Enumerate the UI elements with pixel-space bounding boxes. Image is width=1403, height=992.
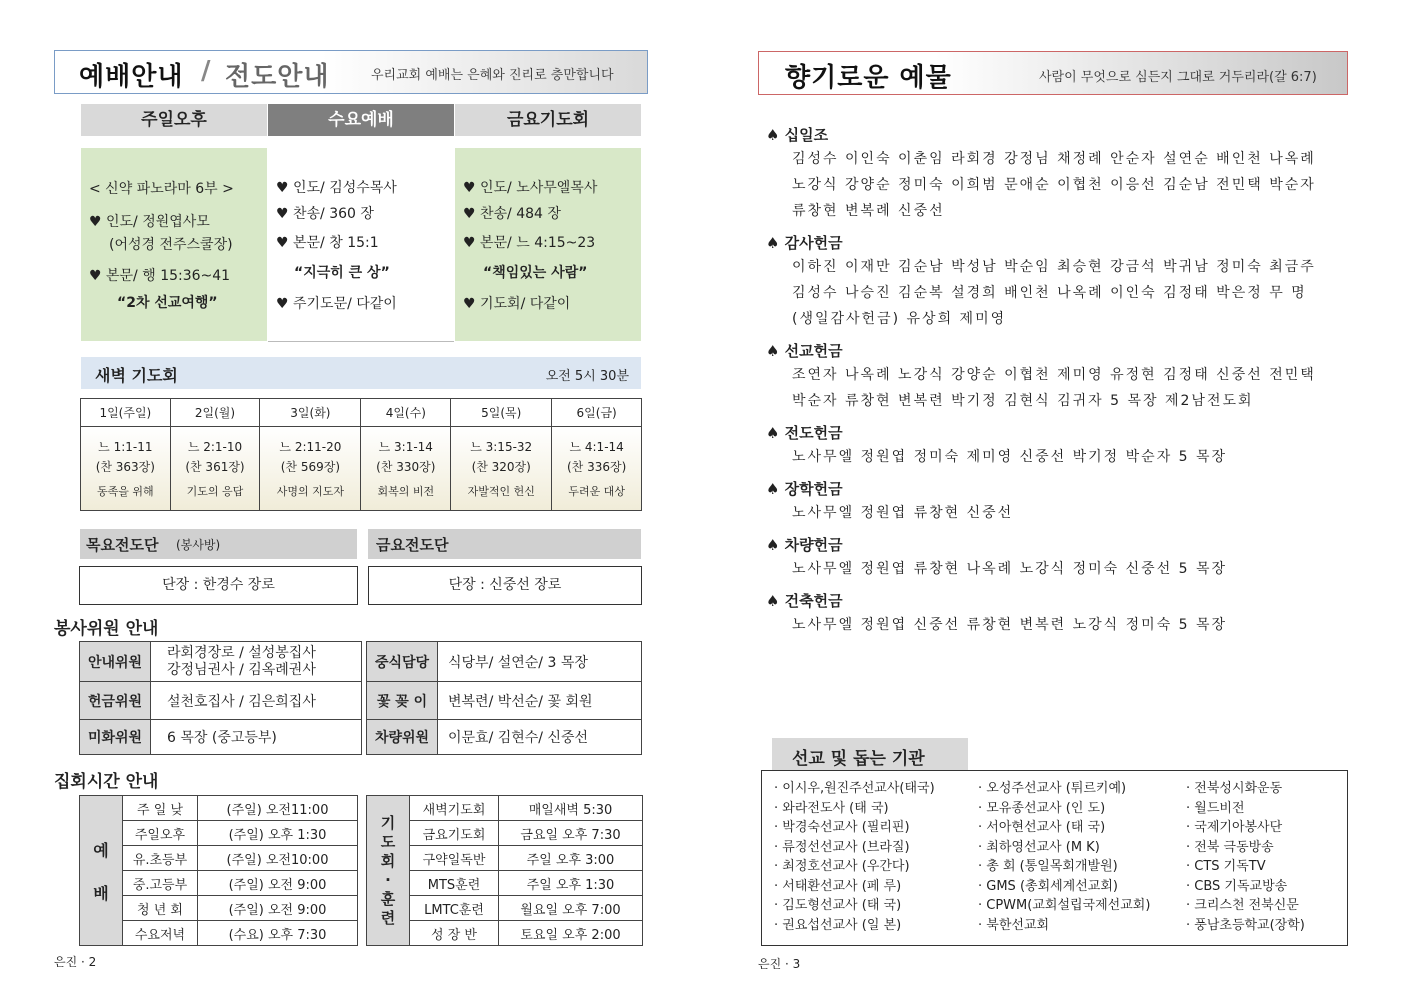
dawn-day: 6일(금) <box>552 399 642 427</box>
dawn-cell <box>552 427 642 511</box>
dawn-topic: 회복의 비전 <box>377 485 435 498</box>
prayer-time: 토요일 오후 2:00 <box>499 921 643 946</box>
service-label: 꽃 꽂 이 <box>367 682 438 720</box>
offering-block <box>766 232 1346 332</box>
missions-col-1 <box>774 779 935 935</box>
service-label: 차량위원 <box>367 720 438 755</box>
tab-friday-prayer[interactable]: 금요기도회 <box>455 104 641 136</box>
thursday-team-sub: (봉사방) <box>176 538 221 552</box>
mission-item: · 최하영선교사 (M K) <box>978 839 1100 855</box>
worship-side-char: 배 <box>93 883 109 903</box>
mission-item: · 최정호선교사 (우간다) <box>774 859 910 874</box>
offering-names: 김성수 이인숙 이춘임 라회경 강정님 채정례 안순자 설연순 배인천 나옥례 <box>792 151 1316 167</box>
service-value-line: 라회경장로 / 설성봉집사 <box>167 644 316 661</box>
wednesday-column <box>268 148 454 342</box>
service-label: 헌금위원 <box>80 682 151 720</box>
left-title-sep: / <box>201 56 212 86</box>
wed-prayer: ♥ 주기도문/ 다같이 <box>276 296 397 312</box>
prayer-name: 구약일독반 <box>410 846 499 871</box>
prayer-time: 매일새벽 5:30 <box>499 796 643 821</box>
sunday-leader: ♥ 인도/ 정원엽사모 <box>89 214 210 230</box>
fri-leader: ♥ 인도/ 노사무엘목사 <box>463 180 598 196</box>
service-value: 식당부/ 설연순/ 3 목장 <box>438 642 642 682</box>
dawn-topic: 두려운 대상 <box>568 485 625 498</box>
offering-names: (생일감사헌금) 유상희 제미영 <box>792 311 1007 327</box>
friday-team-bar <box>368 529 641 559</box>
service-value: 변복련/ 박선순/ 꽃 회원 <box>438 682 642 720</box>
offering-names: 류창현 변복례 신중선 <box>792 203 945 219</box>
prayer-side-char: 회 <box>380 851 396 870</box>
offering-names: 노사무엘 정원엽 류창현 신중선 <box>792 505 1014 521</box>
dawn-hymn: (찬 363장) <box>95 460 155 474</box>
dawn-ref: 느 4:1-14 <box>569 440 624 454</box>
mission-item: · CBS 기독교방송 <box>1186 878 1288 894</box>
mission-item: · 총 회 (통일목회개발원) <box>978 859 1118 874</box>
prayer-side-char: 훈 <box>380 889 396 908</box>
mission-item: · 와라전도사 (태 국) <box>774 800 889 816</box>
offering-names: 노사무엘 정원엽 신중선 류창현 변복련 노강식 정미숙 5 목장 <box>792 617 1228 633</box>
offering-block <box>766 534 1346 582</box>
service-title: 봉사위원 안내 <box>54 619 159 639</box>
mission-item: · 전북성시화운동 <box>1186 781 1283 796</box>
offering-names: 조연자 나옥례 노강식 강양순 이협천 제미영 유정현 김정태 신중선 전민택 <box>792 367 1316 383</box>
prayer-side-char: 련 <box>380 908 396 927</box>
missions-box <box>761 770 1348 946</box>
service-value: 설천호집사 / 김은희집사 <box>151 682 362 720</box>
dawn-ref: 느 3:1-14 <box>378 440 433 454</box>
mission-item: · 모유종선교사 (인 도) <box>978 800 1106 816</box>
service-value: 6 목장 (중고등부) <box>151 720 362 755</box>
right-slogan: 사람이 무엇으로 심든지 그대로 거두리라(갈 6:7) <box>1039 70 1317 85</box>
offering-names: 박순자 류창현 변복련 박기정 김현식 김귀자 5 목장 제2남전도회 <box>792 393 1254 409</box>
prayer-name: 금요기도회 <box>410 821 499 846</box>
dawn-topic: 자발적인 헌신 <box>467 485 535 498</box>
mission-item: · 크리스천 전북신문 <box>1186 898 1299 913</box>
service-table-right <box>366 641 642 755</box>
sunday-leader-sub: (어성경 전주스쿨장) <box>109 237 233 253</box>
mission-item: · 박경숙선교사 (필리핀) <box>774 820 910 835</box>
mission-item: · 북한선교회 <box>978 917 1050 933</box>
mission-item: · 월드비전 <box>1186 800 1245 816</box>
prayer-time: 월요일 오후 7:00 <box>499 896 643 921</box>
service-value <box>151 642 362 682</box>
sunday-column <box>81 148 267 341</box>
offering-title: ♠ 선교헌금 <box>766 342 843 360</box>
sunday-sermon: “2차 선교여행” <box>117 295 218 311</box>
prayer-name: LMTC훈련 <box>410 896 499 921</box>
prayer-time-table <box>366 795 643 946</box>
offering-names: 김성수 나승진 김순복 설경희 배인천 나옥례 이인숙 김정태 박은정 무 명 <box>792 285 1307 301</box>
mission-item: · 이시우,원진주선교사(태국) <box>774 781 935 796</box>
offering-title: ♠ 십일조 <box>766 126 829 144</box>
dawn-ref: 느 1:1-11 <box>98 440 153 454</box>
mission-item: · 국제기아봉사단 <box>1186 820 1283 835</box>
fri-text: ♥ 본문/ 느 4:15~23 <box>463 235 596 251</box>
prayer-name: MTS훈련 <box>410 871 499 896</box>
left-slogan: 우리교회 예배는 은혜와 진리로 충만합니다 <box>371 68 614 83</box>
mission-item: · GMS (총회세계선교회) <box>978 878 1118 894</box>
prayer-time: 주일 오후 3:00 <box>499 846 643 871</box>
wed-sermon: “지극히 큰 상” <box>294 265 390 281</box>
prayer-side-label <box>367 796 410 946</box>
dawn-ref: 느 2:1-10 <box>187 440 243 454</box>
worship-name: 유.초등부 <box>123 846 198 871</box>
service-table-left <box>79 641 362 755</box>
dawn-cell <box>361 427 451 511</box>
worship-name: 주일오후 <box>123 821 198 846</box>
tab-sunday-afternoon[interactable]: 주일오후 <box>81 104 267 136</box>
dawn-schedule-table <box>80 398 642 511</box>
prayer-name: 새벽기도회 <box>410 796 499 821</box>
dawn-hymn: (찬 330장) <box>376 460 436 474</box>
dawn-hymn: (찬 569장) <box>280 460 341 474</box>
mission-item: · 풍남초등학교(장학) <box>1186 917 1305 933</box>
wed-hymn: ♥ 찬송/ 360 장 <box>276 206 374 222</box>
worship-time: (주일) 오전 9:00 <box>198 871 358 896</box>
thursday-team-leader: 단장 : 한경수 장로 <box>79 566 358 605</box>
missions-col-2 <box>978 779 1150 935</box>
right-header <box>758 51 1348 95</box>
left-title-worship: 예배안내 <box>79 62 184 92</box>
mission-item: · 김도형선교사 (태 국) <box>774 898 902 913</box>
gather-title: 집회시간 안내 <box>54 772 159 792</box>
dawn-ref: 느 2:11-20 <box>279 440 342 454</box>
fri-prayer: ♥ 기도회/ 다같이 <box>463 296 571 312</box>
offerings-list <box>766 124 1346 646</box>
offering-title: ♠ 건축헌금 <box>766 592 843 610</box>
dawn-cell <box>260 427 361 511</box>
offering-title: ♠ 전도헌금 <box>766 424 843 442</box>
mission-item: · 전북 극동방송 <box>1186 839 1274 855</box>
mission-item: · CTS 기독TV <box>1186 859 1266 874</box>
dawn-cell <box>81 427 171 511</box>
dawn-day: 2일(월) <box>170 399 260 427</box>
worship-name: 청 년 회 <box>123 896 198 921</box>
dawn-hymn: (찬 361장) <box>185 460 245 474</box>
dawn-day: 1일(주일) <box>81 399 171 427</box>
missions-title: 선교 및 돕는 기관 <box>792 749 925 769</box>
sunday-text: ♥ 본문/ 행 15:36~41 <box>89 268 231 284</box>
left-title-evangelism: 전도안내 <box>225 62 330 92</box>
worship-time: (주일) 오전 9:00 <box>198 896 358 921</box>
service-label: 안내위원 <box>80 642 151 682</box>
dawn-day: 5일(목) <box>451 399 552 427</box>
service-label: 미화위원 <box>80 720 151 755</box>
offering-title: ♠ 장학헌금 <box>766 480 843 498</box>
offering-names: 이하진 이재만 김순남 박성남 박순임 최승현 강금석 박귀남 정미숙 최금주 <box>792 259 1316 275</box>
prayer-side-char: 기 <box>380 813 396 832</box>
left-page-number: 은진 · 2 <box>54 955 97 969</box>
worship-name: 중.고등부 <box>123 871 198 896</box>
dawn-topic: 기도의 응답 <box>186 485 244 498</box>
mission-item: · 서아현선교사 (태 국) <box>978 820 1106 835</box>
worship-time-table <box>79 795 358 946</box>
worship-side-label <box>80 796 123 946</box>
fri-sermon: “책임있는 사람” <box>483 265 588 281</box>
mission-item: · 오성주선교사 (튀르키예) <box>978 781 1127 796</box>
offering-block <box>766 478 1346 526</box>
worship-time: (주일) 오전11:00 <box>198 796 358 821</box>
service-label: 중식담당 <box>367 642 438 682</box>
thursday-team-title: 목요전도단 <box>86 536 159 554</box>
worship-time: (주일) 오전10:00 <box>198 846 358 871</box>
prayer-name: 성 장 반 <box>410 921 499 946</box>
friday-team-leader: 단장 : 신중선 장로 <box>368 566 642 605</box>
offering-block <box>766 590 1346 638</box>
worship-side-char: 예 <box>93 840 109 860</box>
mission-item: · CPWM(교회설립국제선교회) <box>978 898 1151 913</box>
worship-time: (수요) 오후 7:30 <box>198 921 358 946</box>
dawn-topic: 사명의 지도자 <box>276 485 345 498</box>
missions-col-3 <box>1186 779 1305 935</box>
dawn-prayer-time: 오전 5시 30분 <box>545 369 629 384</box>
missions-title-bar <box>772 738 968 770</box>
wed-leader: ♥ 인도/ 김성수목사 <box>276 180 397 196</box>
tab-wednesday[interactable]: 수요예배 <box>268 104 454 136</box>
offering-names: 노사무엘 정원엽 정미숙 제미영 신중선 박기정 박순자 5 목장 <box>792 449 1228 465</box>
offering-block <box>766 124 1346 224</box>
dawn-hymn: (찬 320장) <box>471 460 531 474</box>
worship-name: 주 일 낮 <box>123 796 198 821</box>
dawn-day: 3일(화) <box>260 399 361 427</box>
prayer-side-char: · <box>385 870 391 889</box>
offering-names: 노사무엘 정원엽 류창현 나옥례 노강식 정미숙 신중선 5 목장 <box>792 561 1228 577</box>
offering-block <box>766 422 1346 470</box>
worship-time: (주일) 오후 1:30 <box>198 821 358 846</box>
right-title: 향기로운 예물 <box>785 63 952 93</box>
dawn-hymn: (찬 336장) <box>567 460 627 474</box>
prayer-time: 주일 오후 1:30 <box>499 871 643 896</box>
dawn-day: 4일(수) <box>361 399 451 427</box>
dawn-cell <box>451 427 552 511</box>
fri-hymn: ♥ 찬송/ 484 장 <box>463 206 561 222</box>
friday-team-title: 금요전도단 <box>376 536 449 554</box>
thursday-team-bar <box>80 529 357 559</box>
service-value-line: 강정님권사 / 김옥례권사 <box>167 661 316 678</box>
offering-title: ♠ 차량헌금 <box>766 536 843 554</box>
offering-title: ♠ 감사헌금 <box>766 234 843 252</box>
right-page-number: 은진 · 3 <box>758 957 801 971</box>
offering-names: 노강식 강양순 정미숙 이희범 문애순 이협천 이응선 김순남 전민택 박순자 <box>792 177 1316 193</box>
wed-text: ♥ 본문/ 창 15:1 <box>276 235 379 251</box>
dawn-prayer-bar <box>81 357 641 389</box>
mission-item: · 서태환선교사 (페 루) <box>774 878 902 894</box>
dawn-cell <box>170 427 260 511</box>
prayer-side-char: 도 <box>380 832 396 851</box>
mission-item: · 권요섭선교사 (일 본) <box>774 917 902 933</box>
service-value: 이문효/ 김현수/ 신중선 <box>438 720 642 755</box>
worship-name: 수요저녁 <box>123 921 198 946</box>
dawn-prayer-title: 새벽 기도회 <box>95 366 178 385</box>
left-header <box>54 50 648 94</box>
friday-column <box>455 148 641 341</box>
prayer-time: 금요일 오후 7:30 <box>499 821 643 846</box>
offering-block <box>766 340 1346 414</box>
dawn-topic: 동족을 위해 <box>97 485 154 498</box>
sunday-series: < 신약 파노라마 6부 > <box>89 181 234 197</box>
dawn-ref: 느 3:15-32 <box>470 440 533 454</box>
mission-item: · 류정선선교사 (브라질) <box>774 839 910 855</box>
